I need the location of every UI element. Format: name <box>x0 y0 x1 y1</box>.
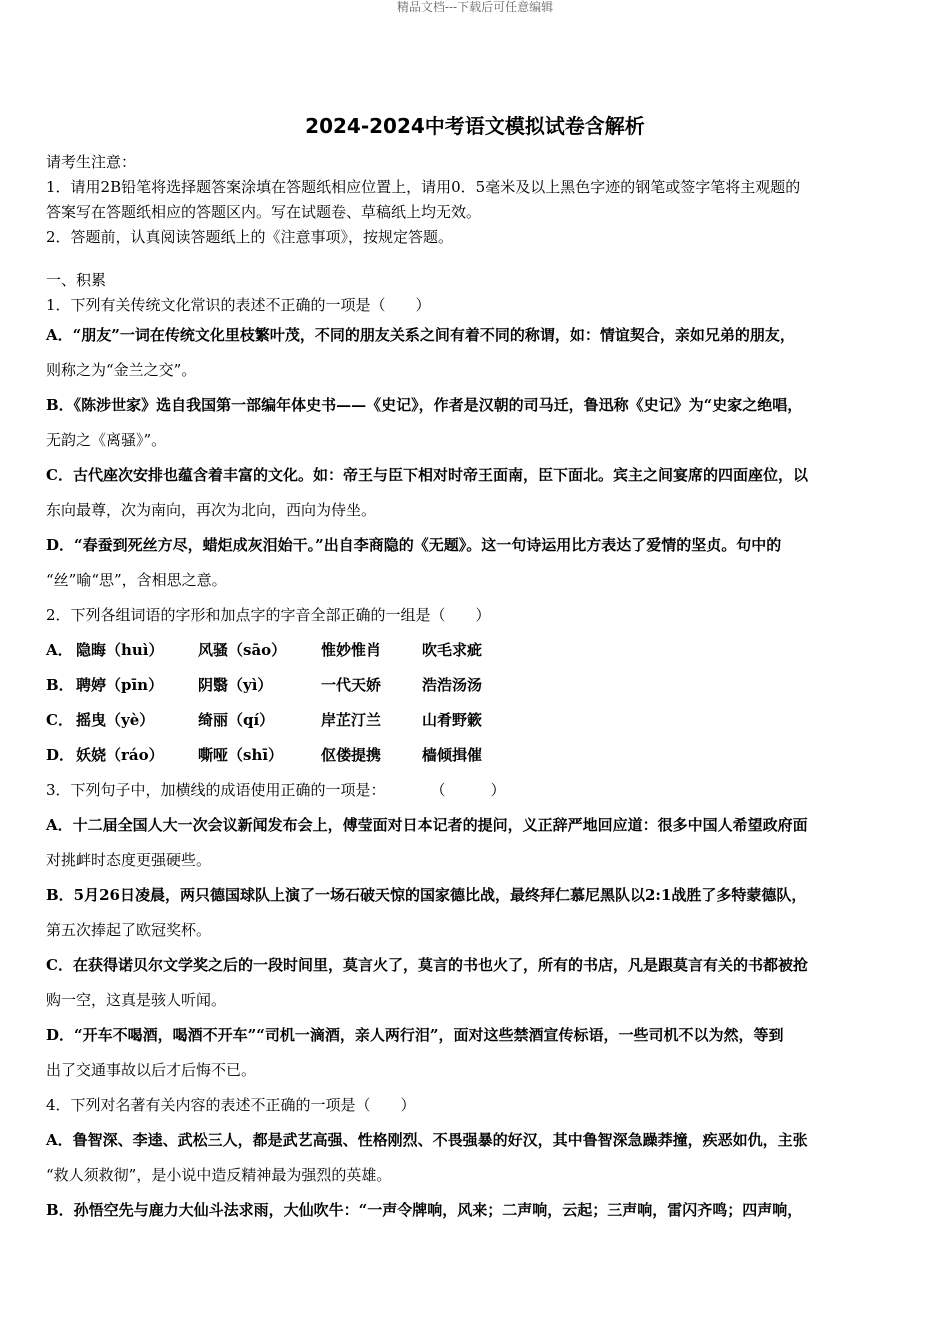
option-word: 风骚（sāo） <box>198 641 287 659</box>
q4-option-a-line2: “救人须救彻”，是小说中造反精神最为强烈的英雄。 <box>46 1166 392 1184</box>
q4-option-b-line1: B．孙悟空先与鹿力大仙斗法求雨，大仙吹牛：“一声令牌响，风来；二声响，云起；三声响，雷闪齐鸣；四声响， <box>46 1201 803 1219</box>
q1-option-b-line1: B．《陈涉世家》选自我国第一部编年体史书——《史记》，作者是汉朝的司马迁，鲁迅称《史记》为“史家之绝唱， <box>46 396 803 414</box>
q2-stem: 2．下列各组词语的字形和加点字的字音全部正确的一组是（ ） <box>46 606 491 624</box>
option-word: 嘶哑（shī） <box>198 746 284 764</box>
option-label: D． <box>46 746 75 764</box>
q2-option-row <box>46 738 906 773</box>
q3-option-a-line1: A．十二届全国人大一次会议新闻发布会上，傅莹面对日本记者的提问，义正辞严地回应道：很多中国人希望政府面 <box>46 816 808 834</box>
option-label: A． <box>46 641 73 659</box>
q2-option-row <box>46 668 906 703</box>
q3-option-c-line2: 购一空，这真是骇人听闻。 <box>46 991 227 1009</box>
q1-option-d-line2: “丝”喻“思”，含相思之意。 <box>46 571 227 589</box>
q3-option-d-line2: 出了交通事故以后才后悔不已。 <box>46 1061 257 1079</box>
q1-option-d-line1: D．“春蚕到死丝方尽，蜡炬成灰泪始干。”出自李商隐的《无题》。这一句诗运用比方表达了爱情的坚贞。句中的 <box>46 536 782 554</box>
option-word: 绮丽（qí） <box>198 711 275 729</box>
q1-option-c-line1: C．古代座次安排也蕴含着丰富的文化。如：帝王与臣下相对时帝王面南，臣下面北。宾主之间宴席的四面座位，以 <box>46 466 808 484</box>
option-word: 吹毛求疵 <box>422 641 483 659</box>
q3-stem: 3．下列句子中，加横线的成语使用正确的一项是： （ ） <box>46 781 506 799</box>
q2-option-row <box>46 703 906 738</box>
option-word: 岸芷汀兰 <box>321 711 382 729</box>
option-word: 浩浩汤汤 <box>422 676 483 694</box>
q3-option-a-line2: 对挑衅时态度更强硬些。 <box>46 851 212 869</box>
option-word: 一代天娇 <box>321 676 382 694</box>
q3-option-b-line2: 第五次捧起了欧冠奖杯。 <box>46 921 212 939</box>
q1-option-a-line1: A．“朋友”一词在传统文化里枝繁叶茂，不同的朋友关系之间有着不同的称谓，如：情谊契合，亲如兄弟的朋友， <box>46 326 795 344</box>
q3-option-c-line1: C．在获得诺贝尔文学奖之后的一段时间里，莫言火了，莫言的书也火了，所有的书店，凡是跟莫言有关的书都被抢 <box>46 956 808 974</box>
q1-stem: 1．下列有关传统文化常识的表述不正确的一项是（ ） <box>46 296 431 314</box>
option-word: 樯倾揖催 <box>422 746 483 764</box>
page-header: 精品文档---下载后可任意编辑 <box>396 0 554 14</box>
q4-option-a-line1: A．鲁智深、李逵、武松三人，都是武艺高强、性格刚烈、不畏强暴的好汉，其中鲁智深急躁莽撞，疾恶如仇，主张 <box>46 1131 808 1149</box>
option-word: 伛偻提携 <box>321 746 382 764</box>
q1-option-a-line2: 则称之为“金兰之交”。 <box>46 361 197 379</box>
option-word: 阴翳（yì） <box>198 676 273 694</box>
notice-line-1a: 1．请用2B铅笔将选择题答案涂填在答题纸相应位置上，请用0．5毫米及以上黑色字迹的钢笔或签字笔将主观题的 <box>46 178 801 196</box>
option-word: 摇曳（yè） <box>76 711 155 729</box>
option-word: 妖娆（ráo） <box>76 746 164 764</box>
notice-line-2: 2．答题前，认真阅读答题纸上的《注意事项》，按规定答题。 <box>46 228 454 246</box>
option-word: 惟妙惟肖 <box>321 641 382 659</box>
option-word: 隐晦（huì） <box>76 641 164 659</box>
q2-option-row <box>46 633 906 668</box>
q1-option-c-line2: 东向最尊，次为南向，再次为北向，西向为侍坐。 <box>46 501 377 519</box>
q3-option-b-line1: B．5月26日凌晨，两只德国球队上演了一场石破天惊的国家德比战，最终拜仁慕尼黑队以2:1战胜了多特蒙德队， <box>46 886 807 904</box>
q3-option-d-line1: D．“开车不喝酒，喝酒不开车”“司机一滴酒，亲人两行泪”，面对这些禁酒宣传标语，一些司机不以为然，等到 <box>46 1026 784 1044</box>
q4-stem: 4．下列对名著有关内容的表述不正确的一项是（ ） <box>46 1096 416 1114</box>
document-title: 2024-2024中考语文模拟试卷含解析 <box>305 114 645 138</box>
section-heading: 一、积累 <box>46 271 107 289</box>
option-word: 山肴野簌 <box>422 711 483 729</box>
document-body <box>46 150 906 1228</box>
option-label: C． <box>46 711 73 729</box>
notice-line-1b: 答案写在答题纸相应的答题区内。写在试题卷、草稿纸上均无效。 <box>46 203 482 221</box>
option-label: B． <box>46 676 74 694</box>
option-word: 聘婷（pīn） <box>76 676 164 694</box>
notice-heading: 请考生注意： <box>46 153 137 171</box>
q1-option-b-line2: 无韵之《离骚》”。 <box>46 431 167 449</box>
